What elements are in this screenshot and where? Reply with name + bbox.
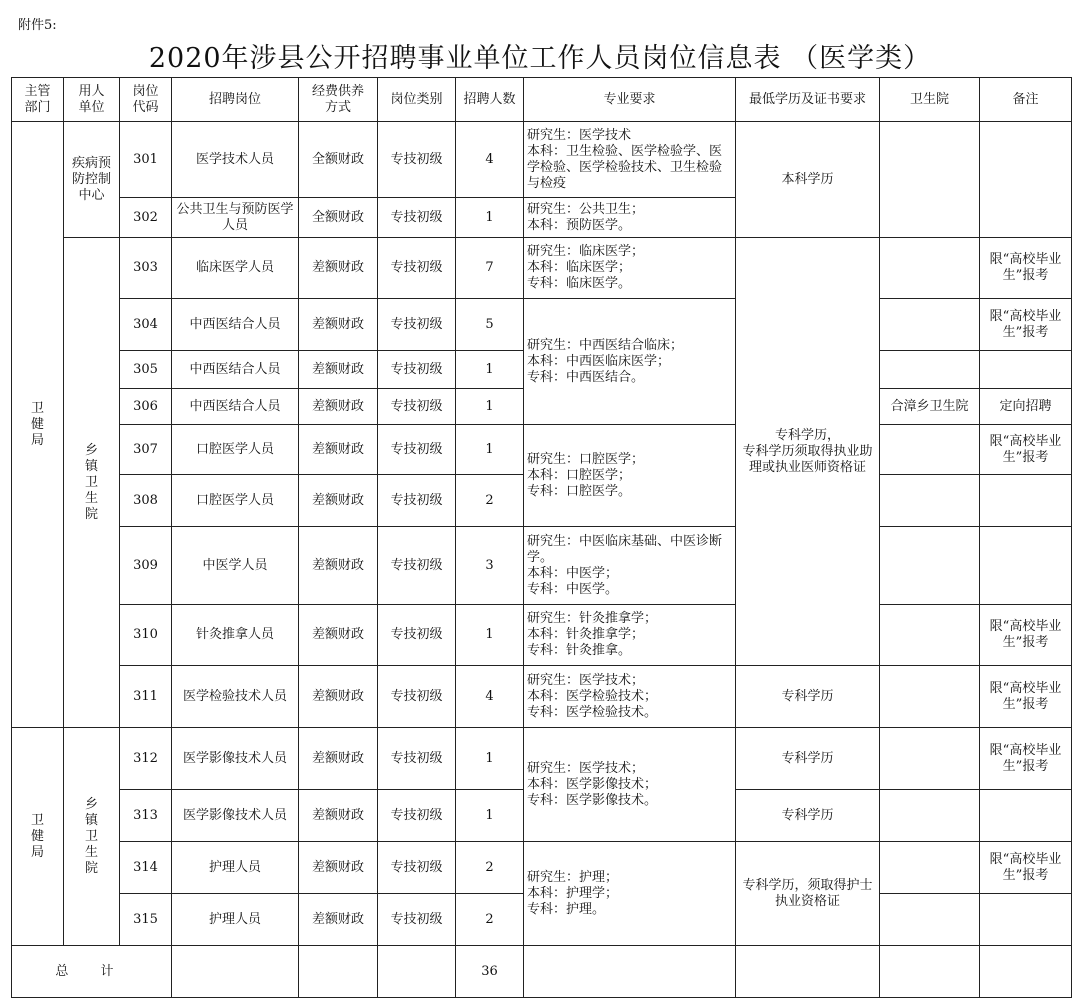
note-cell (980, 351, 1072, 389)
dept-cell: 卫 健 局 (12, 728, 64, 946)
hospital-cell: 合漳乡卫生院 (880, 389, 980, 425)
table-row (12, 122, 1072, 198)
note-cell: 限“高校毕业生”报考 (980, 425, 1072, 475)
count-cell: 1 (456, 198, 524, 238)
page-title: 2020年涉县公开招聘事业单位工作人员岗位信息表 （医学类） (148, 43, 932, 74)
funding-cell: 差额财政 (299, 605, 378, 666)
major-cell: 研究生：中医临床基础、中医诊断学。 本科：中医学； 专科：中医学。 (524, 527, 736, 605)
hospital-cell (880, 238, 980, 299)
funding-cell: 差额财政 (299, 425, 378, 475)
count-cell: 1 (456, 351, 524, 389)
header-category: 岗位类别 (378, 78, 456, 122)
note-cell (980, 475, 1072, 527)
category-cell: 专技初级 (378, 666, 456, 728)
major-cell: 研究生：医学技术； 本科：医学影像技术； 专科：医学影像技术。 (524, 728, 736, 842)
header-dept: 主管 部门 (12, 78, 64, 122)
position-cell: 医学影像技术人员 (172, 728, 299, 790)
hospital-cell (880, 842, 980, 894)
position-cell: 中西医结合人员 (172, 351, 299, 389)
funding-cell: 差额财政 (299, 842, 378, 894)
header-unit: 用人 单位 (64, 78, 120, 122)
position-cell: 中医学人员 (172, 527, 299, 605)
note-cell: 限“高校毕业生”报考 (980, 728, 1072, 790)
note-cell (980, 122, 1072, 238)
position-cell: 中西医结合人员 (172, 299, 299, 351)
category-cell: 专技初级 (378, 842, 456, 894)
funding-cell: 差额财政 (299, 351, 378, 389)
note-cell (980, 790, 1072, 842)
code-cell: 311 (120, 666, 172, 728)
major-cell: 研究生：公共卫生； 本科：预防医学。 (524, 198, 736, 238)
count-cell: 1 (456, 605, 524, 666)
header-hospital: 卫生院 (880, 78, 980, 122)
category-cell: 专技初级 (378, 122, 456, 198)
count-cell: 2 (456, 475, 524, 527)
table-row (12, 299, 1072, 351)
position-cell: 口腔医学人员 (172, 425, 299, 475)
major-cell: 研究生：医学技术； 本科：医学检验技术； 专科：医学检验技术。 (524, 666, 736, 728)
edu-cell: 专科学历， 专科学历须取得执业助理或执业医师资格证 (736, 238, 880, 666)
category-cell: 专技初级 (378, 238, 456, 299)
code-cell: 306 (120, 389, 172, 425)
header-edu: 最低学历及证书要求 (736, 78, 880, 122)
hospital-cell (880, 605, 980, 666)
funding-cell: 差额财政 (299, 238, 378, 299)
table-row (12, 605, 1072, 666)
hospital-cell (880, 790, 980, 842)
code-cell: 315 (120, 894, 172, 946)
total-empty-cell (378, 946, 456, 998)
funding-cell: 差额财政 (299, 666, 378, 728)
funding-cell: 差额财政 (299, 389, 378, 425)
note-cell: 限“高校毕业生”报考 (980, 238, 1072, 299)
position-cell: 中西医结合人员 (172, 389, 299, 425)
category-cell: 专技初级 (378, 475, 456, 527)
job-table (11, 77, 1072, 998)
code-cell: 305 (120, 351, 172, 389)
edu-cell: 专科学历，须取得护士执业资格证 (736, 842, 880, 946)
total-empty-cell (299, 946, 378, 998)
code-cell: 309 (120, 527, 172, 605)
category-cell: 专技初级 (378, 198, 456, 238)
table-row (12, 666, 1072, 728)
header-code: 岗位 代码 (120, 78, 172, 122)
funding-cell: 差额财政 (299, 527, 378, 605)
count-cell: 4 (456, 122, 524, 198)
header-position: 招聘岗位 (172, 78, 299, 122)
attachment-label: 附件5: (18, 18, 57, 33)
code-cell: 308 (120, 475, 172, 527)
position-cell: 口腔医学人员 (172, 475, 299, 527)
category-cell: 专技初级 (378, 790, 456, 842)
total-empty-cell (524, 946, 736, 998)
table-row (12, 425, 1072, 475)
header-row (12, 78, 1072, 122)
note-cell: 限“高校毕业生”报考 (980, 666, 1072, 728)
header-count: 招聘人数 (456, 78, 524, 122)
note-cell (980, 894, 1072, 946)
count-cell: 3 (456, 527, 524, 605)
code-cell: 313 (120, 790, 172, 842)
major-cell: 研究生：针灸推拿学； 本科：针灸推拿学； 专科：针灸推拿。 (524, 605, 736, 666)
edu-cell: 本科学历 (736, 122, 880, 238)
major-cell: 研究生：中西医结合临床； 本科：中西医临床医学； 专科：中西医结合。 (524, 299, 736, 425)
count-cell: 7 (456, 238, 524, 299)
header-major: 专业要求 (524, 78, 736, 122)
category-cell: 专技初级 (378, 389, 456, 425)
unit-cell: 疾病预 防控制 中心 (64, 122, 120, 238)
code-cell: 307 (120, 425, 172, 475)
count-cell: 1 (456, 790, 524, 842)
note-cell: 限“高校毕业生”报考 (980, 299, 1072, 351)
header-funding: 经费供养 方式 (299, 78, 378, 122)
count-cell: 1 (456, 389, 524, 425)
major-cell: 研究生：口腔医学； 本科：口腔医学； 专科：口腔医学。 (524, 425, 736, 527)
total-row (12, 946, 1072, 998)
code-cell: 312 (120, 728, 172, 790)
dept-cell: 卫 健 局 (12, 122, 64, 728)
category-cell: 专技初级 (378, 425, 456, 475)
hospital-cell (880, 122, 980, 238)
category-cell: 专技初级 (378, 299, 456, 351)
code-cell: 301 (120, 122, 172, 198)
funding-cell: 差额财政 (299, 728, 378, 790)
count-cell: 1 (456, 425, 524, 475)
hospital-cell (880, 299, 980, 351)
note-cell (980, 527, 1072, 605)
code-cell: 303 (120, 238, 172, 299)
total-empty-cell (980, 946, 1072, 998)
position-cell: 公共卫生与预防医学人员 (172, 198, 299, 238)
total-empty-cell (172, 946, 299, 998)
count-cell: 1 (456, 728, 524, 790)
table-row (12, 238, 1072, 299)
table-row (12, 527, 1072, 605)
count-cell: 5 (456, 299, 524, 351)
category-cell: 专技初级 (378, 605, 456, 666)
edu-cell: 专科学历 (736, 790, 880, 842)
code-cell: 314 (120, 842, 172, 894)
position-cell: 护理人员 (172, 894, 299, 946)
total-empty-cell (880, 946, 980, 998)
count-cell: 2 (456, 894, 524, 946)
code-cell: 302 (120, 198, 172, 238)
major-cell: 研究生：医学技术 本科：卫生检验、医学检验学、医学检验、医学检验技术、卫生检验与检疫 (524, 122, 736, 198)
edu-cell: 专科学历 (736, 666, 880, 728)
hospital-cell (880, 527, 980, 605)
category-cell: 专技初级 (378, 351, 456, 389)
total-label: 总 计 (12, 946, 172, 998)
total-empty-cell (736, 946, 880, 998)
count-cell: 2 (456, 842, 524, 894)
funding-cell: 差额财政 (299, 790, 378, 842)
table-row (12, 728, 1072, 790)
category-cell: 专技初级 (378, 894, 456, 946)
code-cell: 304 (120, 299, 172, 351)
position-cell: 医学技术人员 (172, 122, 299, 198)
funding-cell: 全额财政 (299, 122, 378, 198)
funding-cell: 差额财政 (299, 475, 378, 527)
hospital-cell (880, 351, 980, 389)
code-cell: 310 (120, 605, 172, 666)
position-cell: 针灸推拿人员 (172, 605, 299, 666)
unit-cell: 乡 镇 卫 生 院 (64, 728, 120, 946)
category-cell: 专技初级 (378, 527, 456, 605)
hospital-cell (880, 728, 980, 790)
hospital-cell (880, 425, 980, 475)
position-cell: 临床医学人员 (172, 238, 299, 299)
hospital-cell (880, 666, 980, 728)
edu-cell: 专科学历 (736, 728, 880, 790)
position-cell: 医学影像技术人员 (172, 790, 299, 842)
total-count: 36 (456, 946, 524, 998)
table-row (12, 842, 1072, 894)
note-cell: 限“高校毕业生”报考 (980, 605, 1072, 666)
major-cell: 研究生：护理； 本科：护理学； 专科：护理。 (524, 842, 736, 946)
position-cell: 医学检验技术人员 (172, 666, 299, 728)
note-cell: 定向招聘 (980, 389, 1072, 425)
count-cell: 4 (456, 666, 524, 728)
funding-cell: 全额财政 (299, 198, 378, 238)
hospital-cell (880, 894, 980, 946)
header-note: 备注 (980, 78, 1072, 122)
note-cell: 限“高校毕业生”报考 (980, 842, 1072, 894)
unit-cell: 乡 镇 卫 生 院 (64, 238, 120, 728)
major-cell: 研究生：临床医学； 本科：临床医学； 专科：临床医学。 (524, 238, 736, 299)
hospital-cell (880, 475, 980, 527)
position-cell: 护理人员 (172, 842, 299, 894)
category-cell: 专技初级 (378, 728, 456, 790)
funding-cell: 差额财政 (299, 299, 378, 351)
funding-cell: 差额财政 (299, 894, 378, 946)
